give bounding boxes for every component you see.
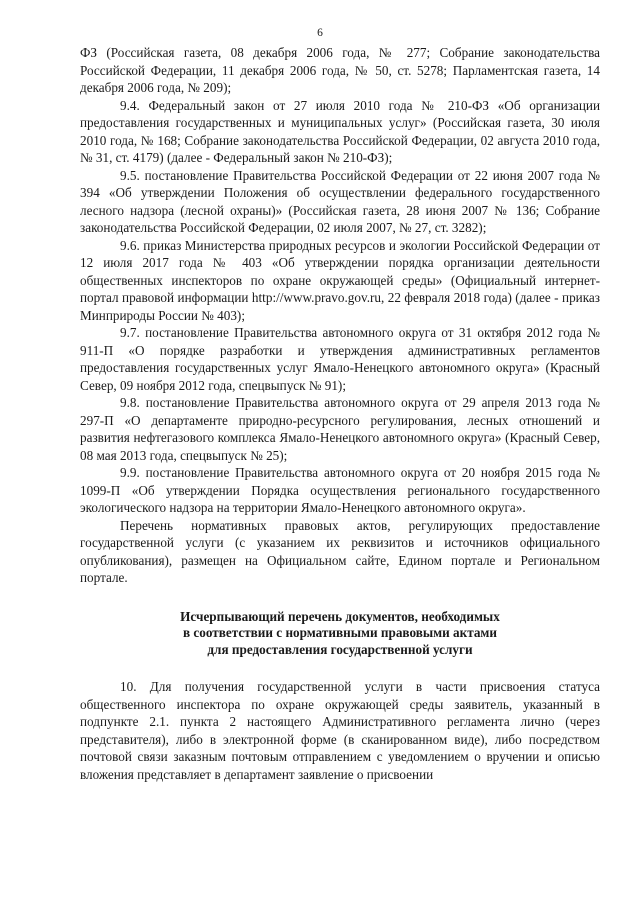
section-heading-line-3: для предоставления государственной услуги [207, 641, 473, 657]
paragraph-9-5: 9.5. постановление Правительства Российской Федерации от 22 июня 2007 года № 394 «Об утверждении Положения об осуществлении федерального государственного лесного надзора (лесной охраны)» (Российская газета, 28 июня 2007 № 136; Собрание законодательства Российской Федерации, 02 июля 2007, № 27, ст. 3282); [80, 167, 600, 235]
paragraph-9-8: 9.8. постановление Правительства автономного округа от 29 апреля 2013 года № 297-П «О департаменте природно-ресурсного регулирования, лесных отношений и развития нефтегазового комплекса Ямало-Ненецкого автономного округа» (Красный Север, 08 мая 2013 года, спецвыпуск № 25); [80, 395, 600, 463]
paragraph-10: 10. Для получения государственной услуги в части присвоения статуса общественного инспектора по охране окружающей среды заявитель, указанный в подпункте 2.1. пункта 2 настоящего Административного регламента лично (через представителя), либо в электронной форме (в сканированном виде), либо посредством почтовой связи заказным почтовым отправлением с уведомлением о вручении и описью вложения представляет в департамент заявление о присвоении [80, 679, 600, 782]
page-number: 6 [317, 27, 323, 39]
paragraph-continuation: ФЗ (Российская газета, 08 декабря 2006 года, № 277; Собрание законодательства Российской Федерации, 11 декабря 2006 года, № 50, ст. 5278; Парламентская газета, 14 декабря 2006 года, № 209); [80, 45, 600, 95]
document-body [80, 44, 600, 783]
paragraph-acts-list: Перечень нормативных правовых актов, регулирующих предоставление государственной услуги (с указанием их реквизитов и источников официального опубликования), размещен на Официальном сайте, Едином портале и Региональном портале. [80, 517, 600, 585]
paragraph-9-6: 9.6. приказ Министерства природных ресурсов и экологии Российской Федерации от 12 июля 2017 года № 403 «Об утверждении порядка организации деятельности общественных инспекторов по охране окружающей среды» (Официальный интернет-портал правовой информации http://www.pravo.gov.ru, 22 февраля 2018 года) (далее - приказ Минприроды России № 403); [80, 237, 600, 323]
section-heading-line-2: в соответствии с нормативными правовыми актами [182, 625, 498, 640]
section-heading-line-1: Исчерпывающий перечень документов, необходимых [180, 608, 500, 624]
paragraph-9-7: 9.7. постановление Правительства автономного округа от 31 октября 2012 года № 911-П «О порядке разработки и утверждения административных регламентов предоставления государственных услуг Ямало-Ненецкого автономного округа» (Красный Север, 09 ноября 2012 года, спецвыпуск № 91); [80, 325, 600, 393]
paragraph-9-9: 9.9. постановление Правительства автономного округа от 20 ноября 2015 года № 1099-П «Об утверждении Порядка осуществления регионального государственного экологического надзора на территории Ямало-Ненецкого автономного округа». [80, 465, 600, 515]
section-heading [80, 609, 600, 659]
paragraph-9-4: 9.4. Федеральный закон от 27 июля 2010 года № 210-ФЗ «Об организации предоставления государственных и муниципальных услуг» (Российская газета, 30 июля 2010 года, № 168; Собрание законодательства Российской Федерации, 02 августа 2010 года, № 31, ст. 4179) (далее - Федеральный закон № 210-ФЗ); [80, 97, 600, 165]
